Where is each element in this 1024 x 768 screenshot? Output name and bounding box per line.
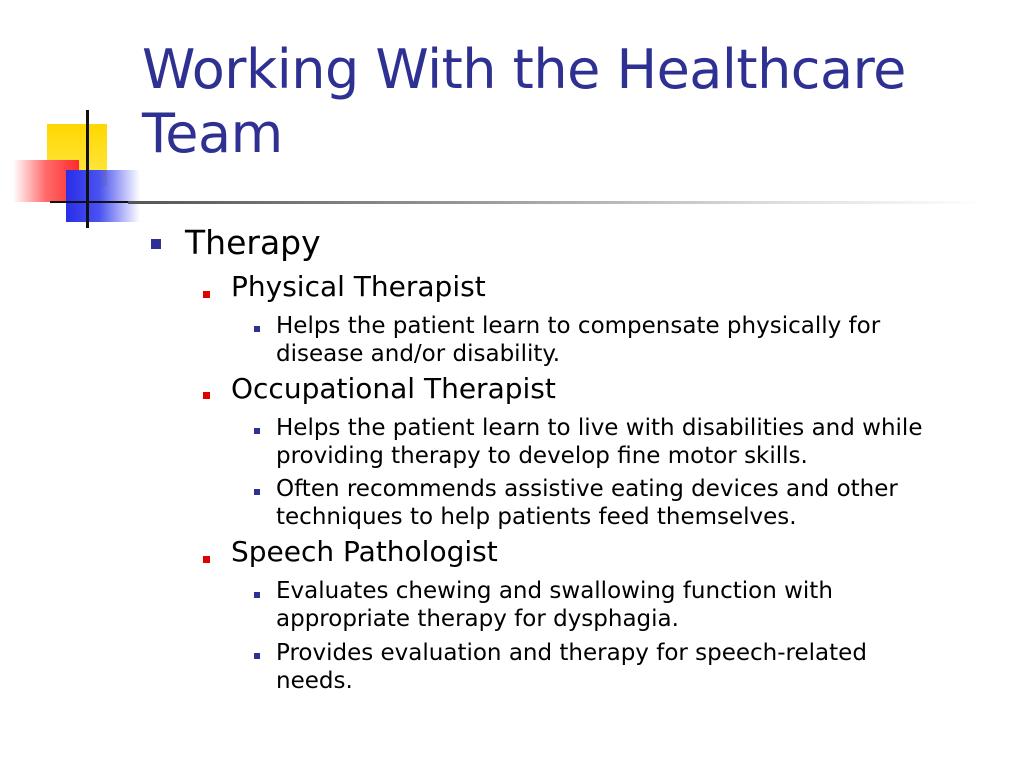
blue-gradient-shape bbox=[66, 170, 140, 222]
bullet-speech-pathologist-desc-1: Evaluates chewing and swallowing function with appropriate therapy for dysphagia. bbox=[276, 578, 833, 632]
bullet-square-icon bbox=[203, 291, 210, 298]
bullet-physical-therapist-desc: Helps the patient learn to compensate physically for disease and/or disability. bbox=[276, 313, 881, 367]
bullet-square-icon bbox=[254, 489, 260, 495]
bullet-square-icon bbox=[254, 428, 260, 434]
bullet-therapy: Therapy bbox=[185, 223, 321, 262]
bullet-occupational-therapist: Occupational Therapist bbox=[231, 372, 556, 405]
bullet-square-icon bbox=[203, 392, 210, 399]
bullet-square-icon bbox=[254, 326, 260, 332]
bullet-square-icon bbox=[203, 556, 210, 563]
vertical-line bbox=[86, 110, 89, 228]
bullet-square-icon bbox=[254, 653, 260, 659]
logo-horizontal-line bbox=[50, 201, 132, 203]
bullet-physical-therapist: Physical Therapist bbox=[231, 270, 486, 303]
decorative-logo bbox=[0, 0, 160, 240]
bullet-occupational-therapist-desc-1: Helps the patient learn to live with disabilities and while providing therapy to develop fine motor skills. bbox=[276, 415, 923, 469]
bullet-speech-pathologist: Speech Pathologist bbox=[231, 535, 498, 568]
bullet-square-icon bbox=[254, 592, 260, 598]
bullet-speech-pathologist-desc-2: Provides evaluation and therapy for speech-related needs. bbox=[276, 640, 867, 694]
slide-title: Working With the Healthcare Team bbox=[142, 38, 906, 165]
bullet-occupational-therapist-desc-2: Often recommends assistive eating devices and other techniques to help patients feed themselves. bbox=[276, 476, 898, 530]
title-divider bbox=[128, 201, 988, 204]
bullet-square-icon bbox=[151, 239, 161, 249]
